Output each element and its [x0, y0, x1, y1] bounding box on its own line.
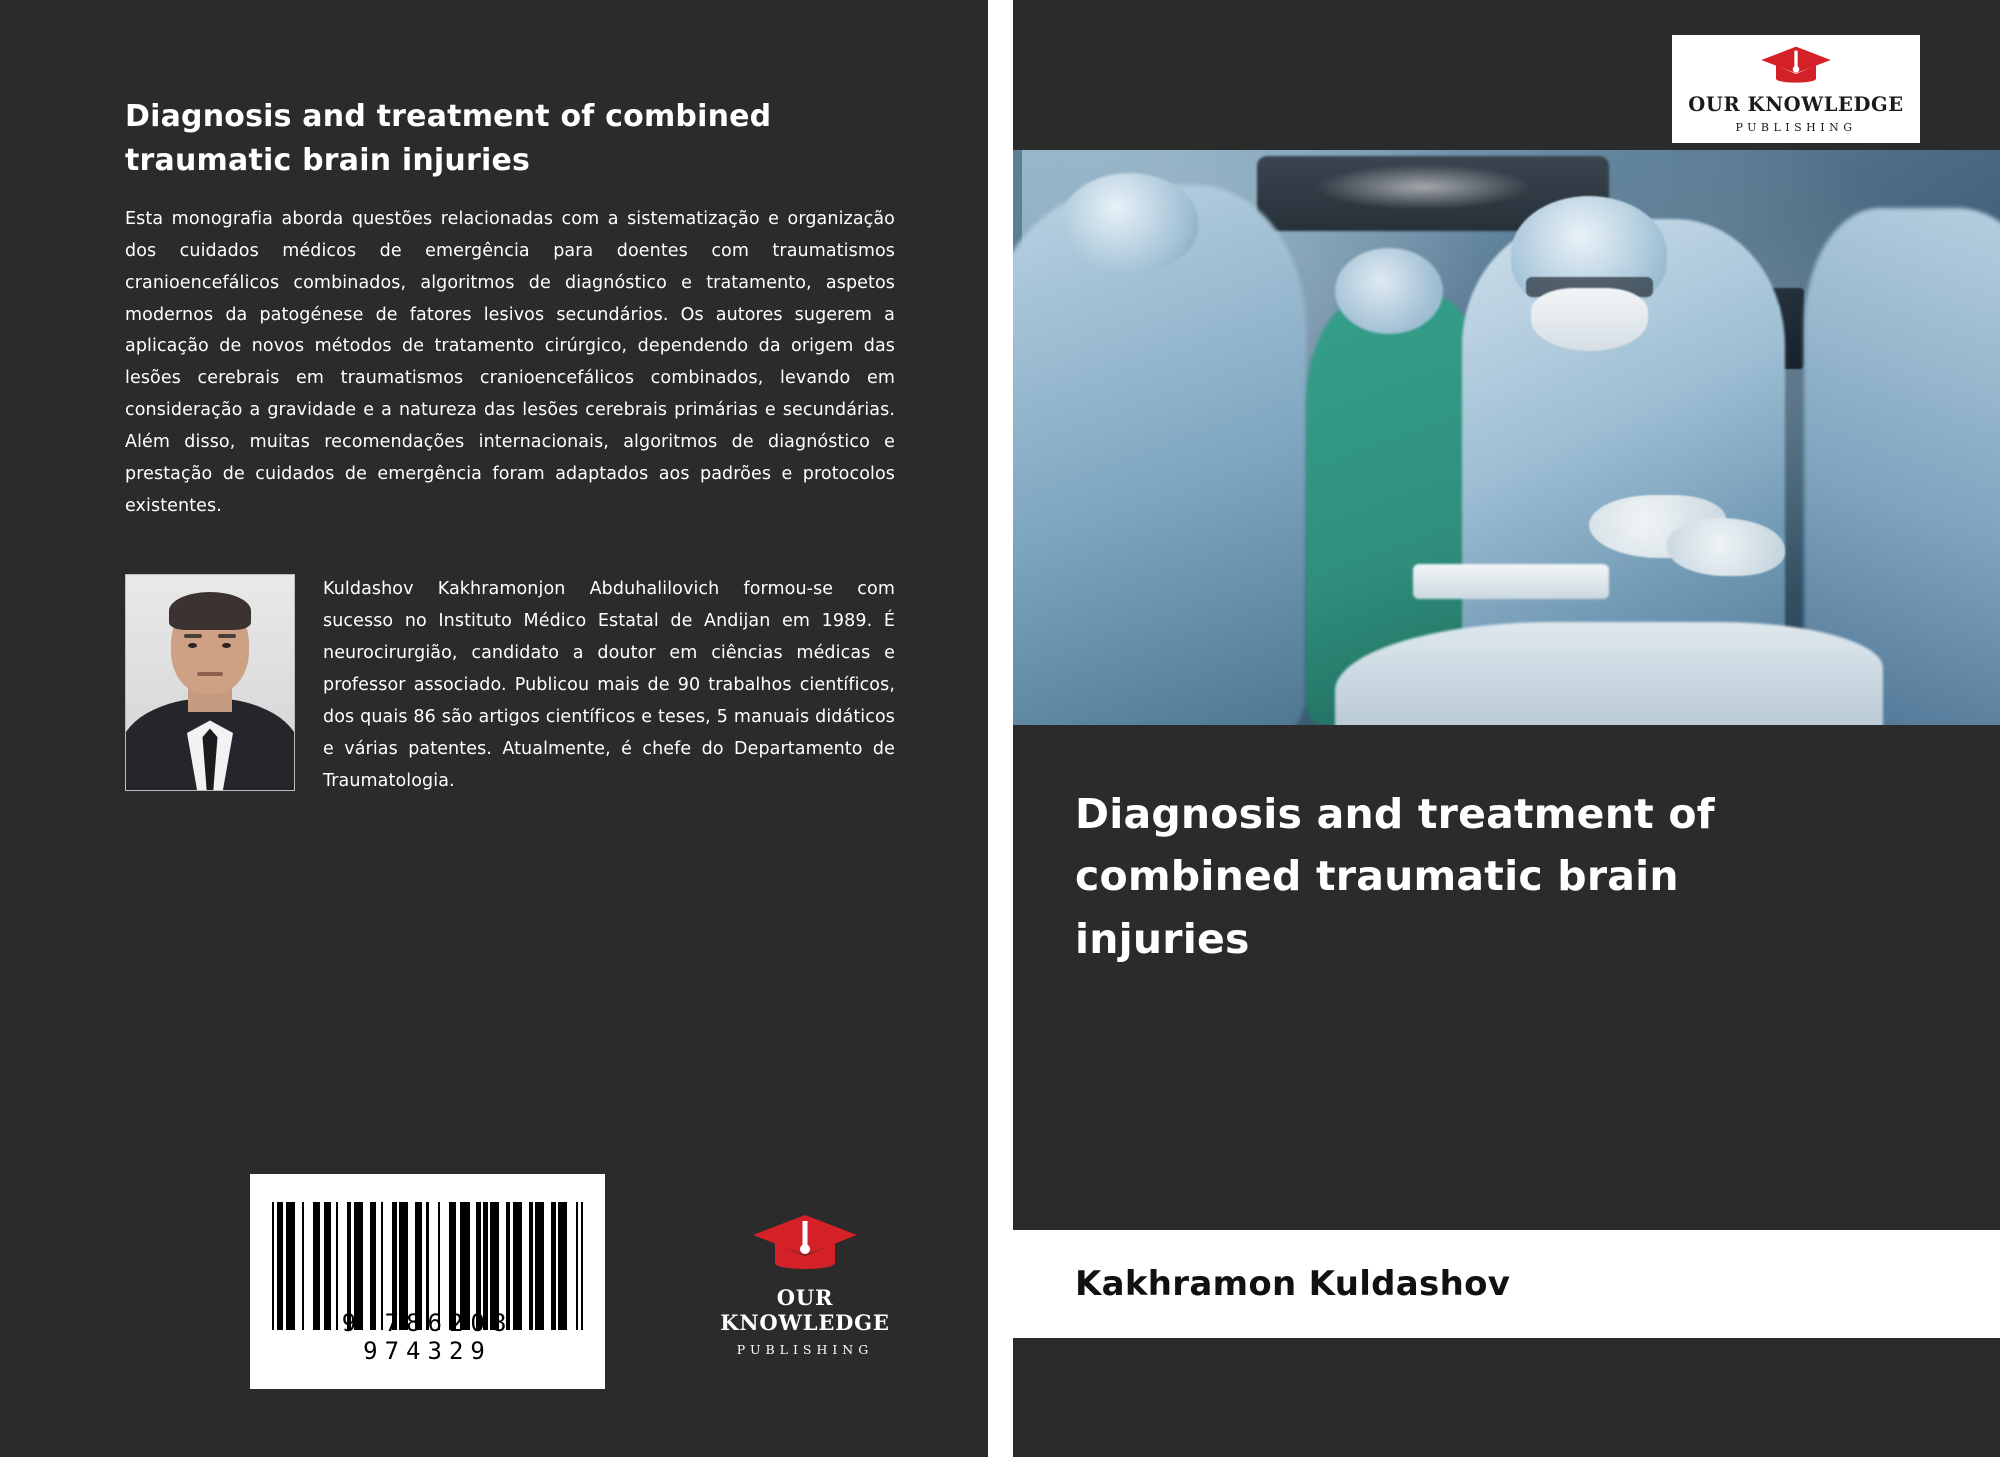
front-author-band: [1013, 1230, 2000, 1338]
back-cover-blurb: Esta monografia aborda questões relacionadas com a sistematização e organização dos cuidados médicos de emergência para doentes com traumatismos cranioencefálicos combinados, algoritmos de diagnóstico e tratamento, aspetos modernos da patogénese de fatores lesivos secundários. Os autores sugerem a aplicação de novos métodos de tratamento cirúrgico, dependendo da origem das lesões cerebrais em traumatismos cranioencefálicos combinados, levando em consideração a gravidade e a natureza das lesões cerebrais primárias e secundárias. Além disso, muitas recomendações internacionais, algoritmos de diagnóstico e prestação de cuidados de emergência foram adaptados aos padrões e protocolos existentes.: [125, 209, 895, 516]
back-cover-content: [125, 0, 895, 1457]
publisher-logo-back: [700, 1211, 910, 1357]
publisher-subtitle-front: PUBLISHING: [1735, 121, 1857, 134]
back-cover-title: [125, 95, 895, 182]
isbn-barcode: [250, 1174, 605, 1389]
cover-photo-scene: [1022, 150, 2000, 725]
graduation-cap-icon: [751, 1211, 859, 1277]
author-block: [125, 574, 895, 797]
front-cover: [1013, 0, 2000, 1457]
barcode-digits: 9 786208 974329: [341, 1309, 514, 1365]
front-cover-footer: [1013, 1338, 2000, 1457]
author-biography: Kuldashov Kakhramonjon Abduhalilovich formou-se com sucesso no Instituto Médico Estatal de Andijan em 1989. É neurocirurgião, candidato a doutor em ciências médicas e professor associado. Publicou mais de 90 trabalhos científicos, dos quais 86 são artigos científicos e teses, 5 manuais didáticos e várias patentes. Atualmente, é chefe do Departamento de Traumatologia.: [323, 579, 895, 791]
front-cover-author: Kakhramon Kuldashov: [1075, 1264, 1511, 1304]
back-cover-title-line1: Diagnosis and treatment of combined: [125, 99, 772, 134]
back-cover-title-line2: traumatic brain injuries: [125, 142, 531, 178]
back-cover: [0, 0, 988, 1457]
book-spine: [988, 0, 1013, 1457]
publisher-subtitle-back: PUBLISHING: [736, 1342, 874, 1357]
graduation-cap-icon: [1759, 44, 1833, 88]
publisher-name-front: OUR KNOWLEDGE: [1688, 93, 1904, 116]
front-title-area: [1013, 745, 2000, 1230]
publisher-logo-front: [1672, 35, 1920, 143]
author-portrait: [125, 574, 295, 791]
publisher-name-back: OUR KNOWLEDGE: [720, 1285, 890, 1335]
cover-photo: [1013, 150, 2000, 725]
front-cover-title: Diagnosis and treatment of combined traumatic brain injuries: [1075, 790, 1715, 963]
